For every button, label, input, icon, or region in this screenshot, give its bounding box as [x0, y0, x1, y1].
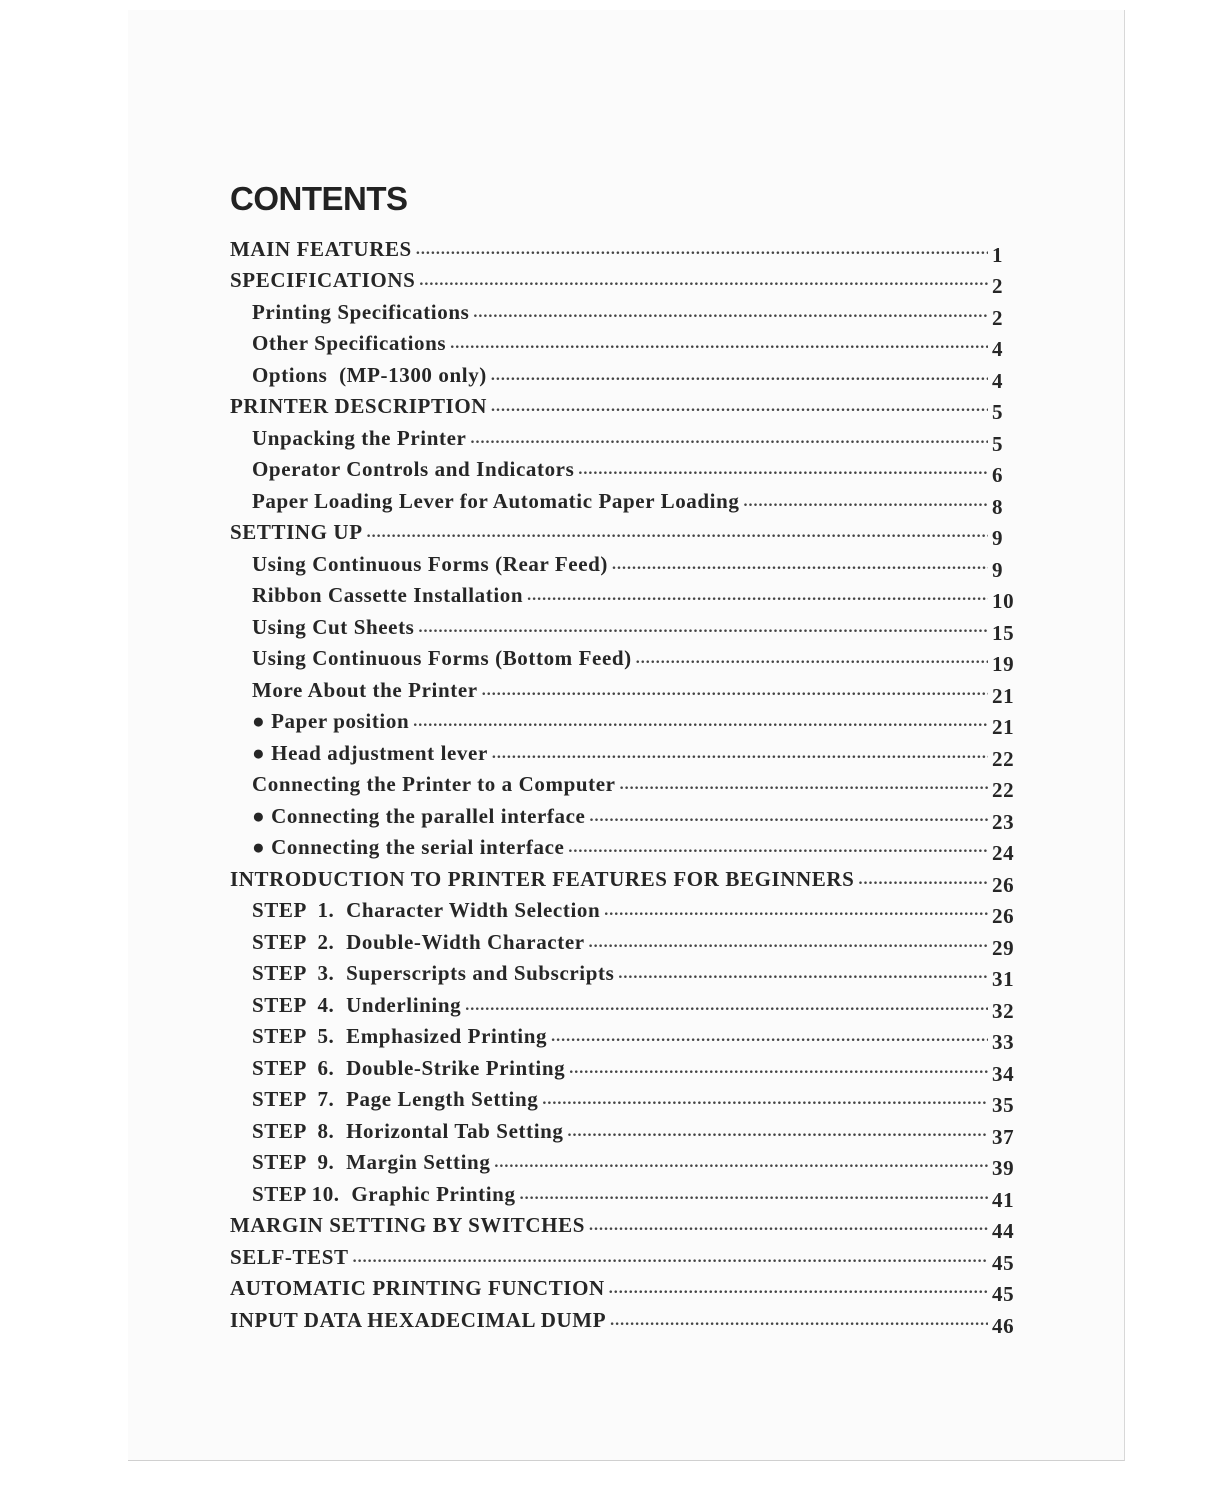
toc-entry-page-number: 23 — [992, 809, 1015, 834]
toc-entry-label: ● Paper position — [252, 709, 410, 733]
toc-entry-page-number: 29 — [992, 935, 1015, 960]
toc-entry — [230, 734, 1018, 771]
toc-entry — [230, 1144, 1018, 1180]
toc-entry-page-number: 34 — [992, 1061, 1015, 1086]
dot-leader — [743, 493, 988, 514]
toc-entry-page-number: 22 — [992, 778, 1015, 802]
toc-entry — [230, 1270, 1018, 1306]
toc-entry — [230, 388, 1018, 424]
dot-leader — [470, 430, 988, 451]
toc-entry-label: Paper Loading Lever for Automatic Paper Loading — [252, 488, 740, 513]
toc-entry-page-number: 9 — [992, 526, 1004, 550]
toc-entry-page-number: 26 — [992, 872, 1015, 897]
dot-leader — [527, 587, 988, 608]
toc-entry — [230, 325, 1018, 361]
dot-leader — [542, 1091, 988, 1112]
toc-entry — [230, 608, 1018, 645]
toc-entry-page-number: 24 — [992, 841, 1015, 865]
toc-entry-page-number: 22 — [992, 746, 1015, 771]
toc-entry-label: SELF-TEST — [230, 1244, 349, 1269]
dot-leader — [569, 1060, 988, 1081]
toc-entry-label: SETTING UP — [230, 520, 363, 544]
toc-entry-label: PRINTER DESCRIPTION — [230, 394, 488, 418]
toc-entry-page-number: 26 — [992, 904, 1015, 928]
toc-entry-label: MAIN FEATURES — [230, 236, 412, 261]
toc-entry-page-number: 4 — [992, 368, 1004, 393]
toc-entry-label: ● Head adjustment lever — [252, 740, 488, 765]
dot-leader — [520, 1186, 988, 1207]
toc-entry-label: ● Connecting the parallel interface — [252, 803, 586, 828]
toc-entry-label: STEP 9. Margin Setting — [252, 1150, 491, 1174]
toc-entry-page-number: 6 — [992, 463, 1004, 487]
dot-leader — [551, 1028, 988, 1049]
toc-entry-page-number: 9 — [992, 557, 1004, 582]
toc-entry — [230, 293, 1018, 330]
toc-entry-label: More About the Printer — [252, 677, 478, 702]
toc-entry-label: STEP 4. Underlining — [252, 992, 462, 1017]
dot-leader — [491, 367, 988, 388]
dot-leader — [367, 524, 988, 545]
toc-entry-page-number: 46 — [992, 1313, 1015, 1338]
toc-entry — [230, 829, 1018, 865]
page-title: CONTENTS — [230, 180, 408, 218]
toc-entry — [230, 514, 1018, 550]
dot-leader — [494, 1154, 988, 1175]
toc-entry-label: Unpacking the Printer — [252, 425, 467, 450]
dot-leader — [353, 1249, 988, 1270]
toc-entry — [230, 262, 1018, 298]
toc-entry-label: Ribbon Cassette Installation — [252, 583, 524, 607]
toc-entry — [230, 1018, 1018, 1054]
dot-leader — [636, 650, 988, 671]
toc-entry-label: Operator Controls and Indicators — [252, 457, 575, 481]
toc-entry-label: Using Continuous Forms (Bottom Feed) — [252, 646, 632, 670]
toc-entry-page-number: 44 — [992, 1219, 1015, 1243]
toc-entry — [230, 1301, 1018, 1338]
toc-entry-page-number: 19 — [992, 652, 1015, 676]
toc-entry-label: Options (MP-1300 only) — [252, 362, 487, 387]
toc-entry-page-number: 5 — [992, 400, 1004, 424]
toc-entry-page-number: 1 — [992, 242, 1004, 267]
toc-entry-page-number: 45 — [992, 1250, 1015, 1275]
dot-leader — [465, 997, 988, 1018]
dot-leader — [858, 871, 988, 892]
toc-entry-page-number: 41 — [992, 1187, 1015, 1212]
toc-entry-page-number: 10 — [992, 589, 1015, 613]
toc-entry-page-number: 2 — [992, 274, 1004, 298]
toc-entry — [230, 1238, 1018, 1275]
toc-entry-label: STEP 1. Character Width Selection — [252, 898, 601, 922]
dot-leader — [482, 682, 988, 703]
toc-entry — [230, 955, 1018, 991]
toc-entry — [230, 230, 1018, 267]
toc-entry — [230, 860, 1018, 897]
toc-entry — [230, 1049, 1018, 1086]
toc-entry-page-number: 33 — [992, 1030, 1015, 1054]
dot-leader — [618, 965, 988, 986]
toc-entry-label: MARGIN SETTING BY SWITCHES — [230, 1213, 585, 1237]
toc-entry-label: STEP 5. Emphasized Printing — [252, 1024, 548, 1048]
toc-entry-label: STEP 7. Page Length Setting — [252, 1087, 539, 1111]
toc-entry-label: STEP 10. Graphic Printing — [252, 1181, 516, 1206]
toc-entry — [230, 419, 1018, 456]
dot-leader — [610, 1312, 988, 1333]
dot-leader — [568, 1123, 988, 1144]
dot-leader — [589, 808, 988, 829]
toc-entry — [230, 797, 1018, 834]
toc-entry-label: SPECIFICATIONS — [230, 268, 416, 292]
toc-entry-label: INTRODUCTION TO PRINTER FEATURES FOR BEGINNERS — [230, 866, 855, 891]
toc-entry-label: INPUT DATA HEXADECIMAL DUMP — [230, 1307, 607, 1332]
toc-entry-label: STEP 3. Superscripts and Subscripts — [252, 961, 615, 985]
toc-entry — [230, 671, 1018, 708]
dot-leader — [604, 902, 988, 923]
toc-entry-page-number: 2 — [992, 305, 1004, 330]
toc-entry — [230, 766, 1018, 802]
toc-entry-page-number: 39 — [992, 1156, 1015, 1180]
toc-entry — [230, 986, 1018, 1023]
toc-entry — [230, 892, 1018, 928]
dot-leader — [609, 1280, 988, 1301]
dot-leader — [450, 335, 988, 356]
dot-leader — [589, 934, 988, 955]
toc-entry-label: Printing Specifications — [252, 299, 470, 324]
toc-entry-page-number: 31 — [992, 967, 1015, 991]
toc-entry — [230, 703, 1018, 739]
dot-leader — [413, 713, 988, 734]
toc-entry — [230, 640, 1018, 676]
toc-entry-label: Using Cut Sheets — [252, 614, 415, 639]
toc-entry-page-number: 35 — [992, 1093, 1015, 1117]
dot-leader — [491, 398, 988, 419]
dot-leader — [492, 745, 988, 766]
toc-entry-label: Connecting the Printer to a Computer — [252, 772, 616, 796]
toc-entry-page-number: 21 — [992, 715, 1015, 739]
toc-entry-page-number: 8 — [992, 494, 1004, 519]
toc-entry-label: AUTOMATIC PRINTING FUNCTION — [230, 1276, 605, 1300]
toc-entry-page-number: 45 — [992, 1282, 1015, 1306]
toc-entry — [230, 1112, 1018, 1149]
toc-entry-label: Using Continuous Forms (Rear Feed) — [252, 551, 609, 576]
dot-leader — [416, 241, 988, 262]
dot-leader — [612, 556, 988, 577]
toc-entry-label: STEP 6. Double-Strike Printing — [252, 1055, 566, 1080]
toc-entry — [230, 1207, 1018, 1243]
toc-entry-page-number: 37 — [992, 1124, 1015, 1149]
toc-entry-page-number: 15 — [992, 620, 1015, 645]
toc-entry — [230, 545, 1018, 582]
toc-entry — [230, 451, 1018, 487]
dot-leader — [589, 1217, 988, 1238]
toc-entry — [230, 482, 1018, 519]
toc-entry — [230, 577, 1018, 613]
dot-leader — [578, 461, 988, 482]
dot-leader — [620, 776, 988, 797]
toc-entry — [230, 1175, 1018, 1212]
toc-entry-page-number: 5 — [992, 431, 1004, 456]
toc-entry — [230, 356, 1018, 393]
dot-leader — [473, 304, 988, 325]
toc-entry-page-number: 4 — [992, 337, 1004, 361]
toc-entry — [230, 923, 1018, 960]
toc-entry-label: ● Connecting the serial interface — [252, 835, 565, 859]
toc-entry — [230, 1081, 1018, 1117]
dot-leader — [418, 619, 988, 640]
toc-entry-page-number: 32 — [992, 998, 1015, 1023]
table-of-contents — [230, 230, 1018, 1338]
toc-entry-label: STEP 2. Double-Width Character — [252, 929, 585, 954]
toc-entry-page-number: 21 — [992, 683, 1015, 708]
toc-entry-label: Other Specifications — [252, 331, 447, 355]
toc-entry-label: STEP 8. Horizontal Tab Setting — [252, 1118, 564, 1143]
dot-leader — [568, 839, 988, 860]
dot-leader — [419, 272, 988, 293]
